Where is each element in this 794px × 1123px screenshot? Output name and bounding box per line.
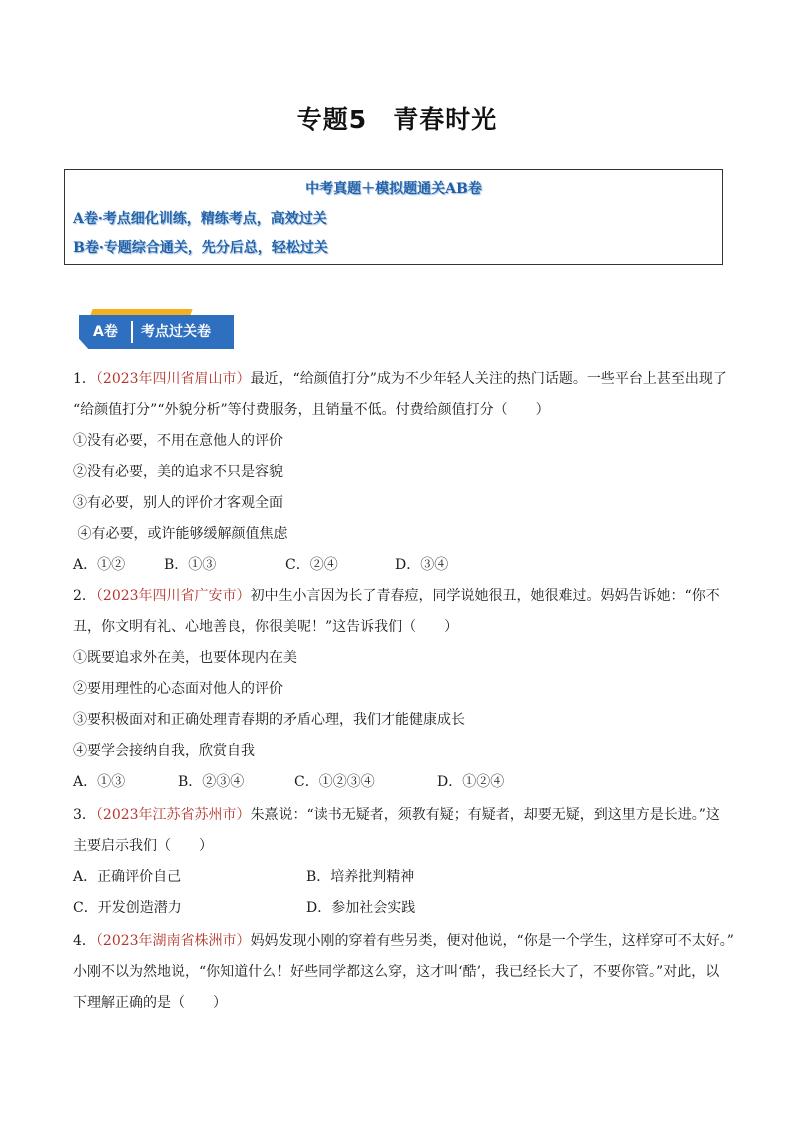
info-box — [64, 169, 723, 265]
info-box-line-a: A卷·考点细化训练，精练考点，高效过关 — [73, 211, 327, 227]
question-3-option-c: C．开发创造潜力 — [73, 900, 182, 916]
question-number: 1． — [73, 371, 96, 387]
question-source: （2023年四川省眉山市） — [95, 371, 251, 387]
question-2-stem-line-2: 丑，你文明有礼、心地善良，你很美呢！”这告诉我们（ ） — [73, 619, 459, 635]
banner-right-label: 考点过关卷 — [141, 324, 211, 340]
question-1-stem-line-2: “给颜值打分”“外貌分析”等付费服务，且销量不低。付费给颜值打分（ ） — [73, 402, 550, 418]
question-3-option-b: B．培养批判精神 — [306, 869, 415, 885]
question-number: 3． — [73, 807, 96, 823]
question-stem: 初中生小言因为长了青春痘，同学说她很丑，她很难过。妈妈告诉她：“你不 — [250, 588, 720, 604]
info-box-line-b: B卷·专题综合通关，先分后总，轻松过关 — [73, 240, 328, 256]
question-3-stem-line-1 — [73, 804, 720, 824]
question-1-option-a: A．①② — [73, 557, 126, 573]
info-box-heading: 中考真题＋模拟题通关AB卷 — [305, 181, 482, 197]
question-2-item-4: ④要学会接纳自我，欣赏自我 — [73, 743, 255, 759]
banner-left-label: A卷 — [93, 324, 118, 340]
question-stem: 朱熹说：“读书无疑者，须教有疑；有疑者，却要无疑，到这里方是长进。”这 — [250, 807, 720, 823]
question-stem: 妈妈发现小刚的穿着有些另类，便对他说，“你是一个学生，这样穿可不太好。” — [250, 933, 734, 949]
question-2-item-3: ③要积极面对和正确处理青春期的矛盾心理，我们才能健康成长 — [73, 712, 465, 728]
question-2-option-b: B．②③④ — [178, 774, 245, 790]
question-stem: 最近，“给颜值打分”成为不少年轻人关注的热门话题。一些平台上甚至出现了 — [250, 371, 727, 387]
question-3-option-a: A．正确评价自己 — [73, 869, 182, 885]
question-source: （2023年江苏省苏州市） — [95, 807, 251, 823]
question-1-stem-line-1 — [73, 368, 727, 388]
question-source: （2023年四川省广安市） — [95, 588, 251, 604]
question-4-stem-line-1 — [73, 930, 734, 950]
question-2-item-2: ②要用理性的心态面对他人的评价 — [73, 681, 283, 697]
question-1-item-1: ①没有必要，不用在意他人的评价 — [73, 433, 283, 449]
question-number: 4． — [73, 933, 96, 949]
question-2-item-1: ①既要追求外在美，也要体现内在美 — [73, 650, 297, 666]
question-1-item-3: ③有必要，别人的评价才客观全面 — [73, 495, 283, 511]
question-4-stem-line-2: 小刚不以为然地说，“你知道什么！好些同学都这么穿，这才叫‘酷’，我已经长大了，不要你管。”对此，以 — [73, 964, 720, 980]
question-1-option-c: C．②④ — [285, 557, 338, 573]
question-2-stem-line-1 — [73, 585, 720, 605]
question-1-item-4: ④有必要，或许能够缓解颜值焦虑 — [73, 526, 288, 542]
question-source: （2023年湖南省株洲市） — [95, 933, 251, 949]
question-2-option-c: C．①②③④ — [294, 774, 375, 790]
question-2-option-d: D．①②④ — [437, 774, 505, 790]
question-number: 2． — [73, 588, 96, 604]
question-3-option-d: D．参加社会实践 — [306, 900, 416, 916]
question-1-item-2: ②没有必要，美的追求不只是容貌 — [73, 464, 283, 480]
question-1-option-b: B．①③ — [164, 557, 217, 573]
page-title: 专题5 青春时光 — [296, 105, 498, 134]
question-1-option-d: D．③④ — [395, 557, 449, 573]
banner-divider — [131, 321, 133, 343]
question-2-option-a: A．①③ — [73, 774, 126, 790]
section-banner — [79, 309, 234, 349]
question-3-stem-line-2: 主要启示我们（ ） — [73, 838, 213, 854]
question-4-stem-line-3: 下理解正确的是（ ） — [73, 995, 227, 1011]
